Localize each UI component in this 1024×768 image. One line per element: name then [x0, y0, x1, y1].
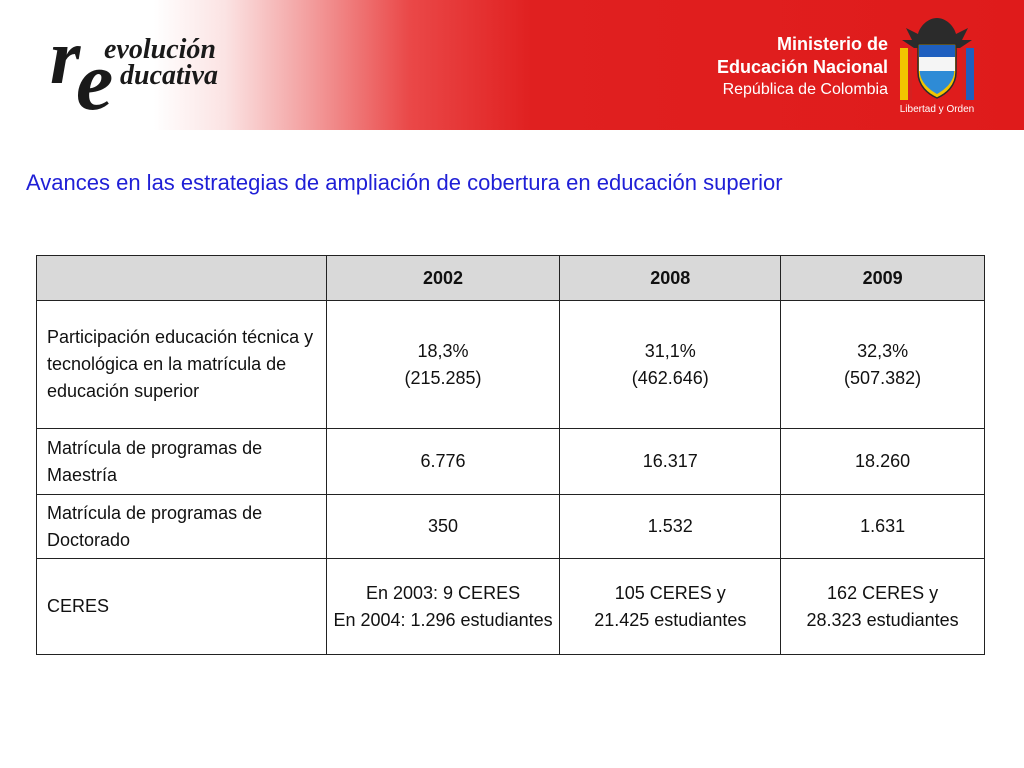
table-cell: En 2003: 9 CERES En 2004: 1.296 estudiantes [326, 559, 560, 655]
logo-word-2: ducativa [120, 60, 218, 91]
table-cell: 31,1% (462.646) [560, 301, 781, 429]
table-cell: 105 CERES y 21.425 estudiantes [560, 559, 781, 655]
table-cell: 18.260 [781, 429, 985, 495]
row-label: Participación educación técnica y tecnológica en la matrícula de educación superior [37, 301, 327, 429]
header-cell-2008: 2008 [560, 256, 781, 301]
table-cell: 18,3% (215.285) [326, 301, 560, 429]
table-row [37, 495, 985, 559]
table-row [37, 559, 985, 655]
row-label: Matrícula de programas de Maestría [37, 429, 327, 495]
table-cell: 1.631 [781, 495, 985, 559]
header-cell-2009: 2009 [781, 256, 985, 301]
ministry-line-2: Educación Nacional [716, 57, 888, 77]
table-cell: 32,3% (507.382) [781, 301, 985, 429]
row-label: CERES [37, 559, 327, 655]
logo-letter-e: e [76, 35, 114, 128]
header-banner [0, 0, 1024, 130]
header-cell-2002: 2002 [326, 256, 560, 301]
logo-word-1: evolución [104, 34, 216, 65]
coat-of-arms-icon [898, 14, 976, 106]
revolucion-educativa-logo [50, 13, 280, 128]
slide-title: Avances en las estrategias de ampliación de cobertura en educación superior [26, 170, 783, 195]
table-header-row [37, 256, 985, 301]
ministry-name [717, 33, 888, 101]
table-cell: 162 CERES y 28.323 estudiantes [781, 559, 985, 655]
logo-letter-r: r [50, 13, 81, 100]
header-cell-empty [37, 256, 327, 301]
table-cell: 350 [326, 495, 560, 559]
ministry-line-1: Ministerio de [776, 34, 888, 54]
table-cell: 6.776 [326, 429, 560, 495]
motto-text: Libertad y Orden [899, 104, 975, 115]
table-row [37, 301, 985, 429]
table-cell: 16.317 [560, 429, 781, 495]
row-label: Matrícula de programas de Doctorado [37, 495, 327, 559]
coverage-table [36, 255, 985, 655]
table-row [37, 429, 985, 495]
table-cell: 1.532 [560, 495, 781, 559]
ministry-line-3: República de Colombia [722, 81, 888, 98]
